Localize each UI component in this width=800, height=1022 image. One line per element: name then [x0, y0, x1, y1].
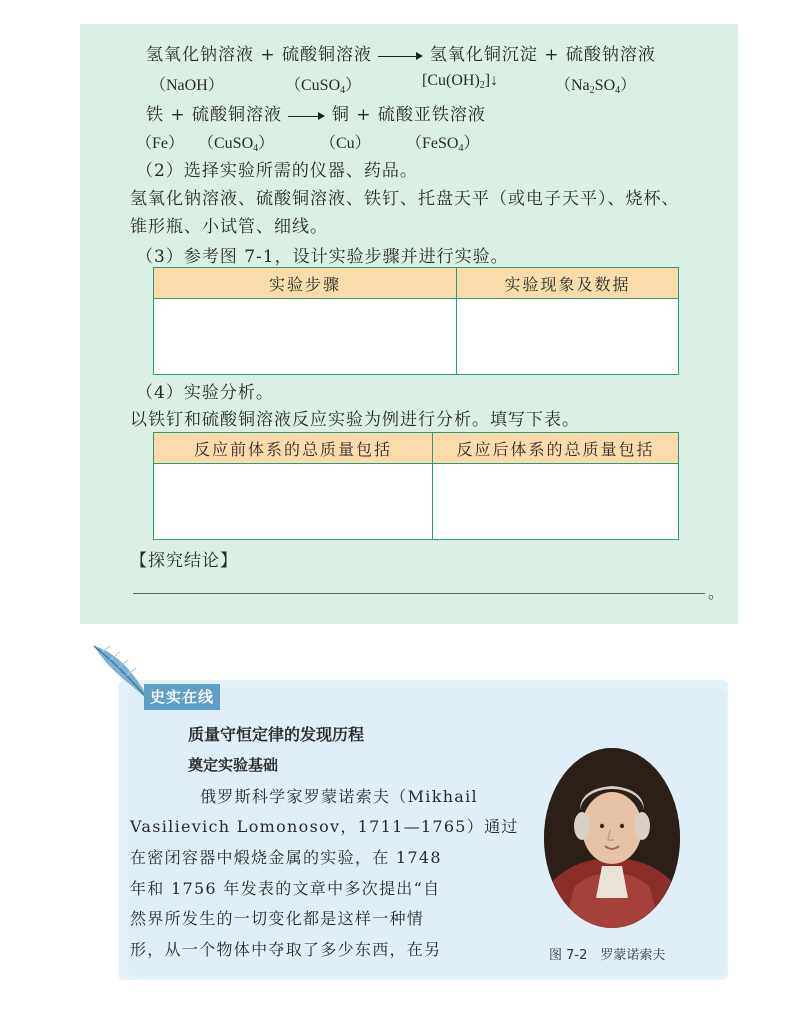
- step-2-title: （2）选择实验所需的仪器、药品。: [136, 161, 418, 181]
- eq2-products: 铜 + 硫酸亚铁溶液: [331, 105, 486, 125]
- eq2-formula-feso4: （FeSO$_4$）: [406, 135, 480, 154]
- eq2-formula-fe: （Fe）: [136, 135, 185, 152]
- conclusion-answer-line[interactable]: [133, 593, 705, 594]
- history-title: 质量守恒定律的发现历程: [188, 725, 365, 744]
- eq2-formula-cu: （Cu）: [320, 135, 371, 152]
- table-header-mass-before: 反应前体系的总质量包括: [154, 433, 433, 464]
- reaction-arrow-icon: [288, 106, 325, 126]
- lomonosov-portrait: [544, 748, 680, 928]
- step-4-title: （4）实验分析。: [136, 383, 274, 403]
- eq2-formula-cuso4: （CuSO$_4$）: [198, 135, 275, 154]
- eq1-reactants: 氢氧化钠溶液 + 硫酸铜溶液: [146, 45, 373, 65]
- table-header-steps: 实验步骤: [154, 268, 457, 299]
- eq1-formula-cuso4: （CuSO$_4$）: [285, 77, 362, 96]
- history-online-tag: 史实在线: [144, 684, 220, 710]
- step-3-title: （3）参考图 7-1，设计实验步骤并进行实验。: [136, 247, 509, 267]
- conclusion-label: 【探究结论】: [130, 551, 238, 571]
- eq1-formula-naoh: （NaOH）: [150, 77, 224, 94]
- history-line-2: Vasilievich Lomonosov，1711—1765）通过: [130, 817, 519, 836]
- equation-1-words: [146, 40, 656, 66]
- steps-cell[interactable]: [154, 299, 457, 375]
- step-4-body: 以铁钉和硫酸铜溶液反应实验为例进行分析。填写下表。: [130, 410, 580, 430]
- history-line-1: 俄罗斯科学家罗蒙诺索夫（Mikhail: [200, 787, 478, 806]
- history-subtitle: 奠定实验基础: [188, 756, 279, 774]
- mass-analysis-table: [153, 432, 679, 540]
- history-line-6: 形，从一个物体中夺取了多少东西，在另: [130, 940, 442, 959]
- figure-caption: 图 7-2 罗蒙诺索夫: [549, 948, 666, 963]
- eq1-formula-na2so4: $(Na_2SO_4)$: [555, 77, 637, 96]
- table-header-mass-after: 反应后体系的总质量包括: [433, 433, 679, 464]
- conclusion-period: 。: [708, 583, 725, 602]
- history-line-4: 年和 1756 年发表的文章中多次提出“自: [130, 879, 441, 898]
- reaction-arrow-icon: [378, 46, 423, 66]
- eq1-formula-cuoh2: $[Cu(OH)_2]↓$: [422, 72, 499, 91]
- history-line-5: 然界所发生的一切变化都是这样一种情: [130, 909, 425, 928]
- step-2-body-line-2: 锥形瓶、小试管、细线。: [130, 217, 328, 237]
- eq1-products: 氢氧化铜沉淀 + 硫酸钠溶液: [429, 45, 656, 65]
- step-2-body-line-1: 氢氧化钠溶液、硫酸铜溶液、铁钉、托盘天平（或电子天平）、烧杯、: [130, 189, 680, 209]
- experiment-steps-table: [153, 267, 679, 375]
- mass-before-cell[interactable]: [154, 464, 433, 540]
- table-header-observations: 实验现象及数据: [457, 268, 679, 299]
- eq2-reactants: 铁 + 硫酸铜溶液: [146, 105, 283, 125]
- history-line-3: 在密闭容器中煅烧金属的实验，在 1748: [130, 848, 442, 867]
- mass-after-cell[interactable]: [433, 464, 679, 540]
- observations-cell[interactable]: [457, 299, 679, 375]
- equation-2-words: [146, 100, 486, 126]
